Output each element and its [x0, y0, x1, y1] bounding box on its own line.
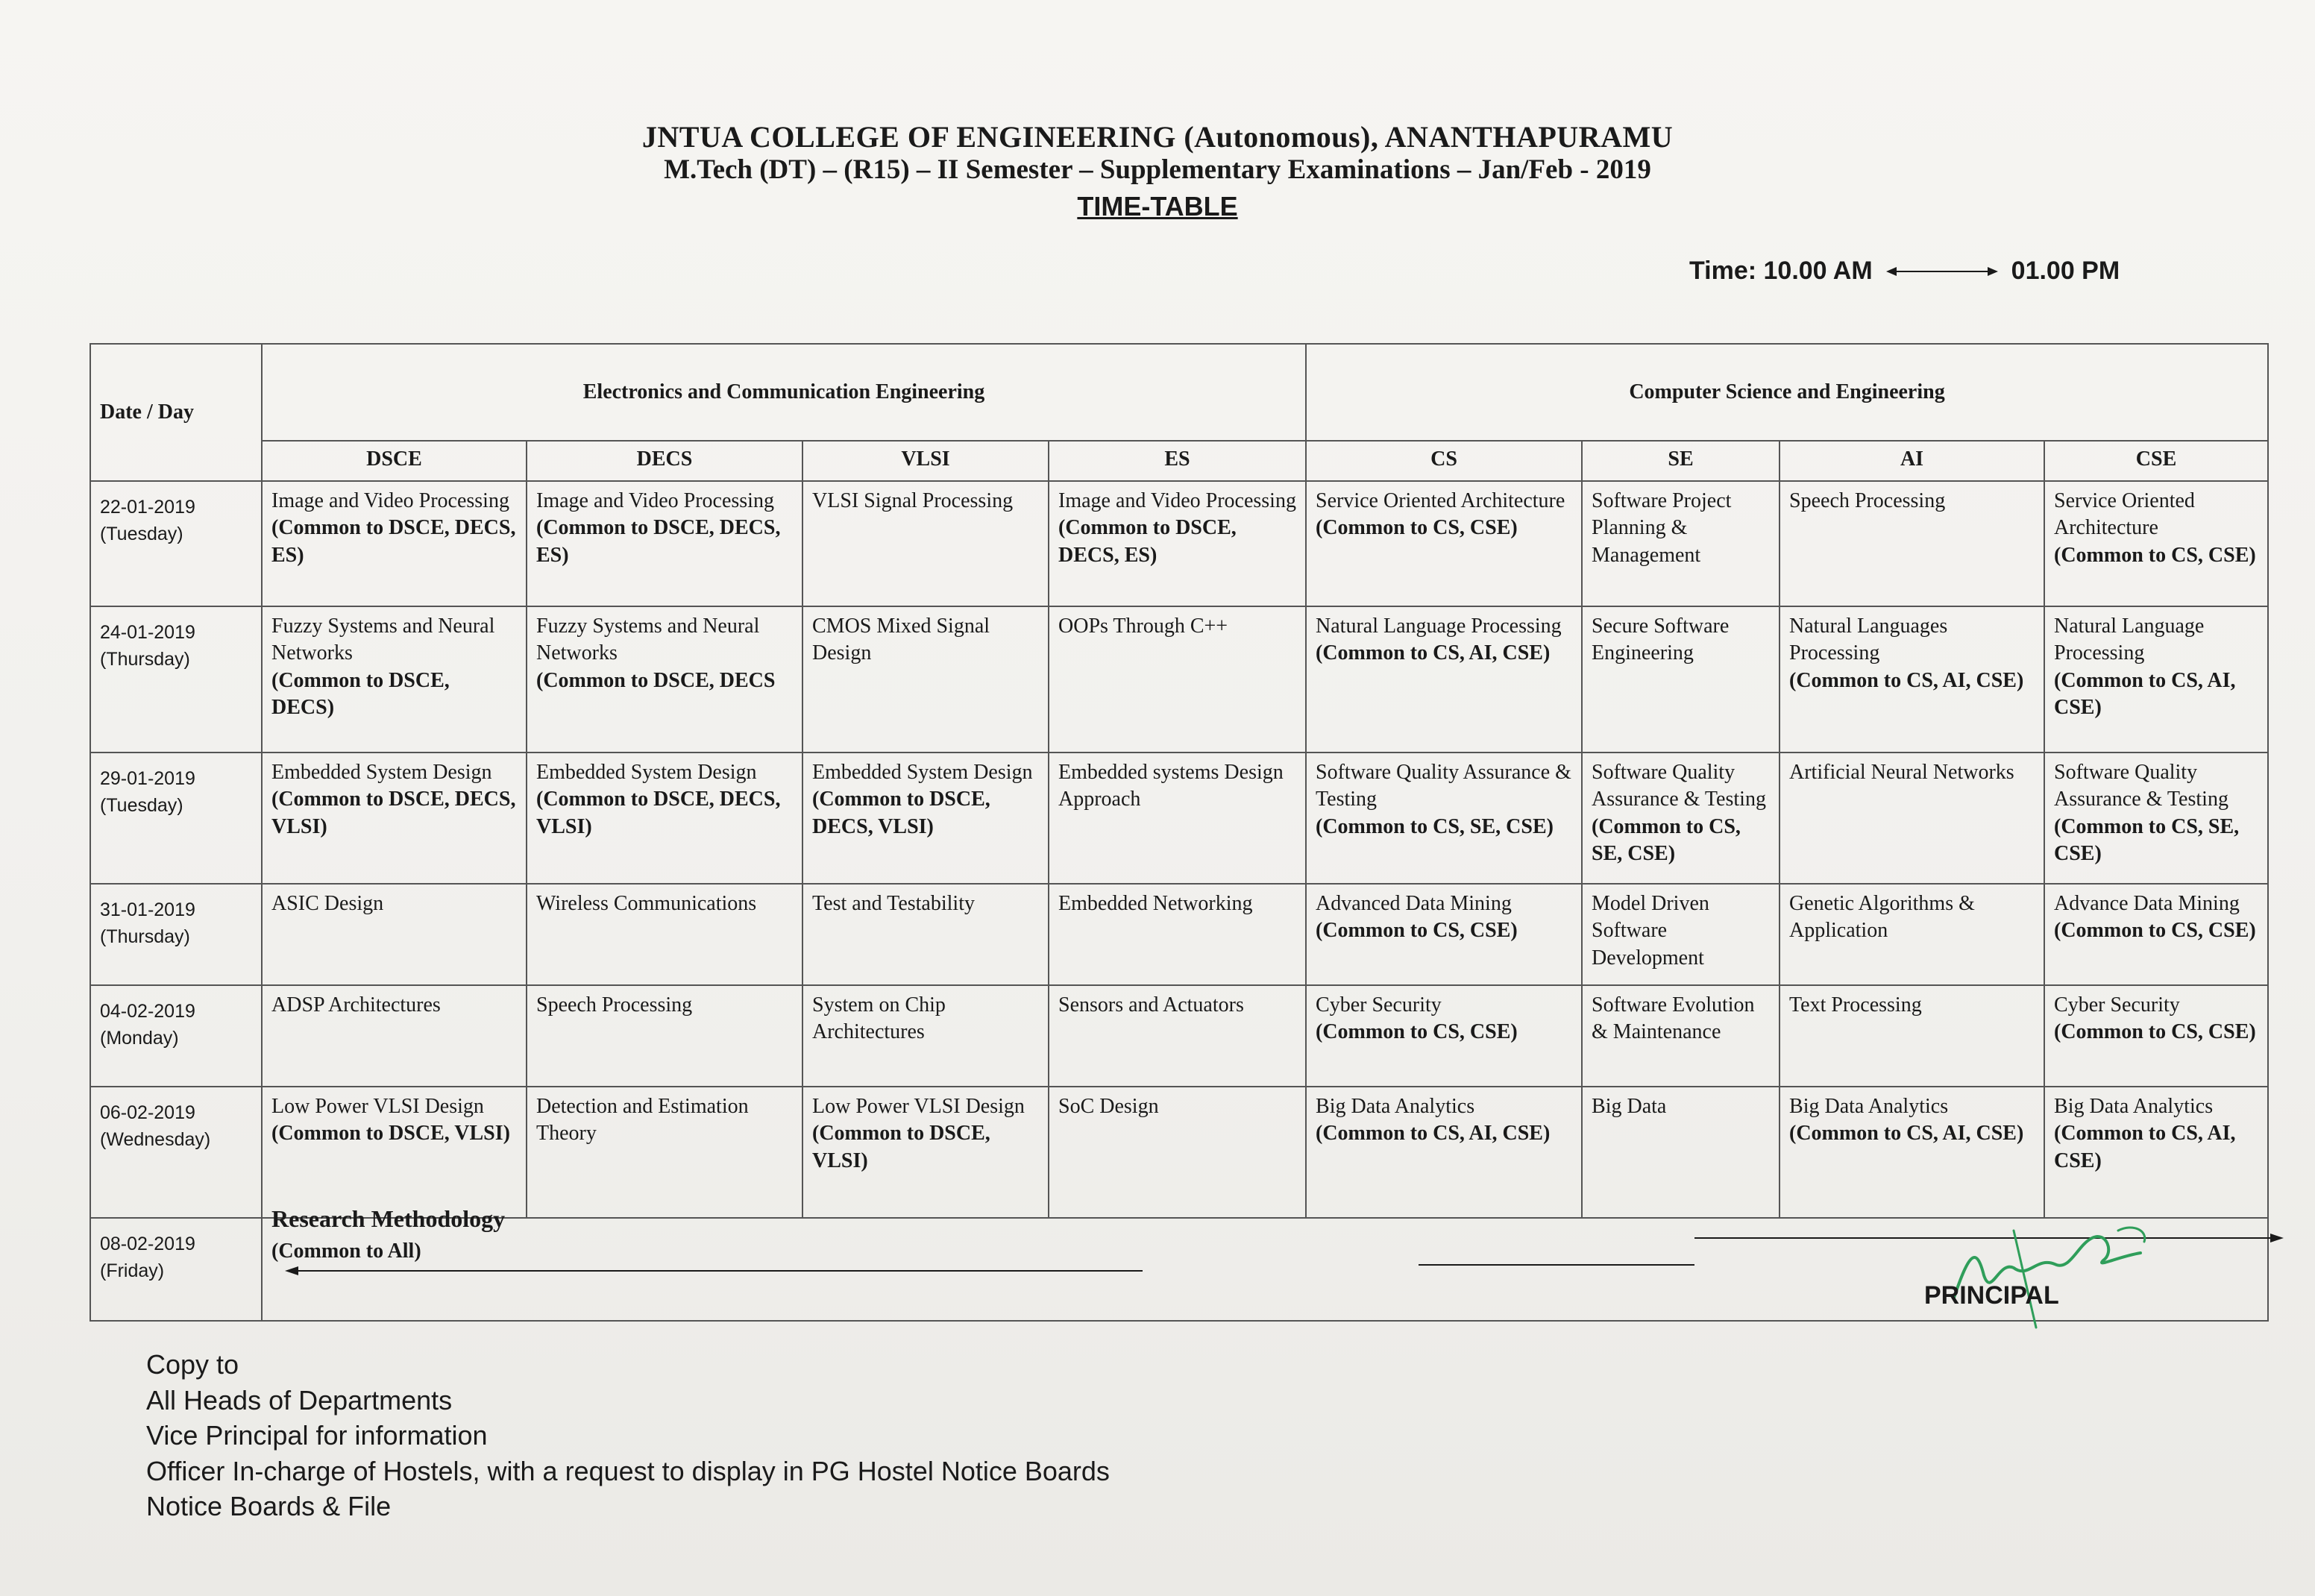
subject-cell	[262, 481, 527, 606]
subject-cell	[1582, 606, 1780, 753]
column-header-ai: AI	[1780, 441, 2044, 481]
subject-name: Software Quality Assurance & Testing	[1592, 761, 1766, 811]
subject-cell	[802, 985, 1049, 1087]
subject-name: Software Project Planning & Management	[1592, 489, 1732, 567]
subject-name: Low Power VLSI Design	[812, 1095, 1025, 1118]
common-note: (Common to CS, AI, CSE)	[1316, 641, 1551, 665]
subject-cell	[1306, 1087, 1582, 1218]
common-note: (Common to DSCE, DECS, VLSI)	[536, 788, 781, 838]
exam-date: 31-01-2019	[100, 899, 195, 920]
subject-cell	[802, 481, 1049, 606]
subject-name: Embedded Networking	[1058, 892, 1253, 915]
subject-name: Natural Languages Processing	[1789, 615, 1948, 665]
date-cell	[90, 481, 262, 606]
column-header-es: ES	[1049, 441, 1306, 481]
subject-cell	[2044, 481, 2268, 606]
date-cell	[90, 985, 262, 1087]
subject-name: Cyber Security	[2054, 993, 2180, 1017]
subject-name: Service Oriented Architecture	[2054, 489, 2195, 540]
cse-group-header: Computer Science and Engineering	[1306, 344, 2268, 441]
subject-cell	[2044, 753, 2268, 884]
list-item: Vice Principal for information	[146, 1420, 488, 1451]
subject-cell	[527, 884, 802, 985]
common-subject-name: Research Methodology	[271, 1205, 506, 1232]
date-cell	[90, 606, 262, 753]
subject-name: Big Data Analytics	[2054, 1095, 2214, 1118]
common-note: (Common to DSCE, DECS)	[271, 668, 450, 720]
subject-name: Genetic Algorithms & Application	[1789, 892, 1975, 943]
exam-day: (Thursday)	[100, 926, 190, 948]
column-header-vlsi: VLSI	[802, 441, 1049, 481]
subject-cell	[1049, 884, 1306, 985]
exam-date: 29-01-2019	[100, 768, 195, 789]
common-note: (Common to CS, SE, CSE)	[2054, 814, 2240, 866]
subject-cell	[1306, 753, 1582, 884]
timetable-heading: TIME-TABLE	[1077, 191, 1238, 222]
college-title: JNTUA COLLEGE OF ENGINEERING (Autonomous), ANANTHAPURAMU	[641, 120, 1674, 154]
exam-date: 04-02-2019	[100, 1001, 195, 1022]
subject-cell	[802, 884, 1049, 985]
subject-name: Embedded System Design	[812, 761, 1033, 784]
subject-cell	[1582, 985, 1780, 1087]
common-note: (Common to CS, AI, CSE)	[1789, 668, 2024, 692]
exam-time	[1689, 257, 2120, 286]
common-note: (Common to CS, CSE)	[2054, 1020, 2256, 1044]
common-note: (Common to DSCE, VLSI)	[271, 1122, 510, 1146]
table-row	[90, 985, 2268, 1087]
common-note: (Common to All)	[271, 1239, 421, 1263]
subject-name: Speech Processing	[1789, 489, 1946, 512]
subject-name: SoC Design	[1058, 1095, 1159, 1118]
subject-name: VLSI Signal Processing	[812, 489, 1014, 512]
subject-cell	[262, 985, 527, 1087]
subject-cell	[1306, 481, 1582, 606]
subject-name: Image and Video Processing	[271, 489, 509, 512]
subject-name: Image and Video Processing	[536, 489, 774, 512]
subject-cell	[262, 884, 527, 985]
exam-date: 24-01-2019	[100, 622, 195, 643]
common-note: (Common to DSCE, DECS, VLSI)	[812, 788, 990, 838]
exam-day: (Wednesday)	[100, 1129, 211, 1151]
subject-name: Service Oriented Architecture	[1316, 489, 1565, 512]
exam-date: 08-02-2019	[100, 1234, 195, 1254]
subject-name: Wireless Communications	[536, 892, 757, 915]
subject-name: Advanced Data Mining	[1316, 892, 1512, 915]
subject-name: CMOS Mixed Signal Design	[812, 615, 990, 665]
subject-name: Big Data	[1592, 1095, 1667, 1118]
table-row	[90, 606, 2268, 753]
exam-day: (Tuesday)	[100, 795, 183, 817]
date-cell	[90, 884, 262, 985]
subject-cell	[1780, 884, 2044, 985]
subject-cell	[1049, 753, 1306, 884]
subject-name: Advance Data Mining	[2054, 892, 2240, 915]
common-note: (Common to DSCE, VLSI)	[812, 1122, 990, 1172]
subject-cell	[1049, 1087, 1306, 1218]
exam-title: M.Tech (DT) – (R15) – II Semester – Supplementary Examinations – Jan/Feb - 2019	[664, 154, 1651, 185]
copy-to-heading: Copy to	[146, 1349, 239, 1380]
subject-name: System on Chip Architectures	[812, 993, 946, 1044]
time-start: Time: 10.00 AM	[1689, 257, 1873, 285]
subject-cell	[1780, 481, 2044, 606]
principal-signature	[1924, 1186, 2170, 1335]
subject-cell	[1582, 481, 1780, 606]
time-end: 01.00 PM	[2011, 257, 2120, 285]
subject-cell	[1582, 884, 1780, 985]
subject-cell	[1306, 884, 1582, 985]
subject-name: Big Data Analytics	[1789, 1095, 1949, 1118]
principal-label: PRINCIPAL	[1924, 1281, 2059, 1310]
common-note: (Common to CS, SE, CSE)	[1316, 814, 1554, 838]
subject-cell	[527, 1087, 802, 1218]
subject-cell	[2044, 985, 2268, 1087]
subject-name: Embedded systems Design Approach	[1058, 761, 1284, 811]
subject-name: Text Processing	[1789, 993, 1922, 1017]
double-arrow-icon	[1886, 264, 1998, 279]
subject-name: Fuzzy Systems and Neural Networks	[271, 615, 495, 665]
common-note: (Common to CS, CSE)	[2054, 919, 2256, 943]
common-note: (Common to CS, AI, CSE)	[2054, 1122, 2236, 1172]
subject-cell	[527, 753, 802, 884]
common-note: (Common to CS, AI, CSE)	[1789, 1122, 2024, 1146]
subject-name: Low Power VLSI Design	[271, 1095, 484, 1118]
subject-cell	[1582, 753, 1780, 884]
subject-cell	[527, 985, 802, 1087]
date-cell	[90, 1218, 262, 1321]
subject-name: Model Driven Software Development	[1592, 892, 1709, 970]
subject-name: Big Data Analytics	[1316, 1095, 1475, 1118]
common-note: (Common to DSCE, DECS, ES)	[271, 516, 516, 567]
subject-name: Image and Video Processing	[1058, 489, 1296, 512]
common-note: (Common to CS, AI, CSE)	[1316, 1122, 1551, 1146]
exam-date: 06-02-2019	[100, 1102, 195, 1123]
subject-cell	[262, 606, 527, 753]
subject-cell	[1780, 985, 2044, 1087]
common-note: (Common to DSCE, DECS, ES)	[1058, 516, 1237, 567]
subject-name: Natural Language Processing	[2054, 615, 2205, 665]
copy-to-list	[146, 1347, 1110, 1524]
subject-name: Fuzzy Systems and Neural Networks	[536, 615, 760, 665]
list-item: All Heads of Departments	[146, 1384, 453, 1416]
list-item: Notice Boards & File	[146, 1491, 392, 1522]
subject-name: Artificial Neural Networks	[1789, 761, 2014, 784]
subject-cell	[1306, 985, 1582, 1087]
subject-cell	[802, 606, 1049, 753]
subject-cell	[1780, 753, 2044, 884]
subject-name: Embedded System Design	[536, 761, 757, 784]
common-note: (Common to CS, CSE)	[1316, 919, 1518, 943]
subject-name: Natural Language Processing	[1316, 615, 1562, 638]
exam-day: (Friday)	[100, 1260, 165, 1282]
subject-cell	[2044, 884, 2268, 985]
table-row	[90, 884, 2268, 985]
subject-cell	[2044, 606, 2268, 753]
date-cell	[90, 1087, 262, 1218]
subject-name: ASIC Design	[271, 892, 384, 915]
timetable	[89, 343, 2269, 1322]
exam-day: (Monday)	[100, 1028, 179, 1049]
common-note: (Common to DSCE, DECS	[536, 668, 776, 692]
exam-date: 22-01-2019	[100, 497, 195, 518]
subject-name: Test and Testability	[812, 892, 975, 915]
subject-cell	[1306, 606, 1582, 753]
common-note: (Common to DSCE, DECS, VLSI)	[271, 788, 516, 838]
subject-cell	[802, 1087, 1049, 1218]
common-note: (Common to CS, CSE)	[1316, 516, 1518, 540]
subject-cell	[802, 753, 1049, 884]
subject-name: ADSP Architectures	[271, 993, 441, 1017]
common-note: (Common to DSCE, DECS, ES)	[536, 516, 781, 567]
subject-name: Software Quality Assurance & Testing	[1316, 761, 1571, 811]
subject-cell	[262, 1087, 527, 1218]
subject-name: Speech Processing	[536, 993, 693, 1017]
column-header-cse: CSE	[2044, 441, 2268, 481]
subject-cell	[1582, 1087, 1780, 1218]
subject-cell	[1049, 606, 1306, 753]
common-note: (Common to CS, CSE)	[1316, 1020, 1518, 1044]
subject-name: OOPs Through C++	[1058, 615, 1228, 638]
subject-cell	[527, 606, 802, 753]
column-header-cs: CS	[1306, 441, 1582, 481]
subject-cell	[1780, 606, 2044, 753]
subject-name: Embedded System Design	[271, 761, 492, 784]
subject-name: Secure Software Engineering	[1592, 615, 1730, 665]
date-cell	[90, 753, 262, 884]
subject-name: Software Evolution & Maintenance	[1592, 993, 1755, 1044]
subject-name: Software Quality Assurance & Testing	[2054, 761, 2228, 811]
exam-day: (Thursday)	[100, 649, 190, 670]
subject-name: Detection and Estimation Theory	[536, 1095, 749, 1146]
common-note: (Common to CS, AI, CSE)	[2054, 668, 2236, 720]
exam-day: (Tuesday)	[100, 524, 183, 545]
column-header-dsce: DSCE	[262, 441, 527, 481]
subject-cell	[1049, 985, 1306, 1087]
common-note: (Common to CS, CSE)	[2054, 543, 2256, 567]
list-item: Officer In-charge of Hostels, with a request to display in PG Hostel Notice Boards	[146, 1455, 1110, 1486]
subject-cell	[1049, 481, 1306, 606]
column-header-decs: DECS	[527, 441, 802, 481]
table-row	[90, 481, 2268, 606]
common-note: (Common to CS, SE, CSE)	[1592, 814, 1741, 866]
subject-cell	[527, 481, 802, 606]
subject-cell	[262, 753, 527, 884]
table-row	[90, 753, 2268, 884]
ece-group-header: Electronics and Communication Engineering	[262, 344, 1306, 441]
date-day-header: Date / Day	[90, 344, 262, 481]
subject-name: Sensors and Actuators	[1058, 993, 1244, 1017]
column-header-se: SE	[1582, 441, 1780, 481]
subject-name: Cyber Security	[1316, 993, 1442, 1017]
